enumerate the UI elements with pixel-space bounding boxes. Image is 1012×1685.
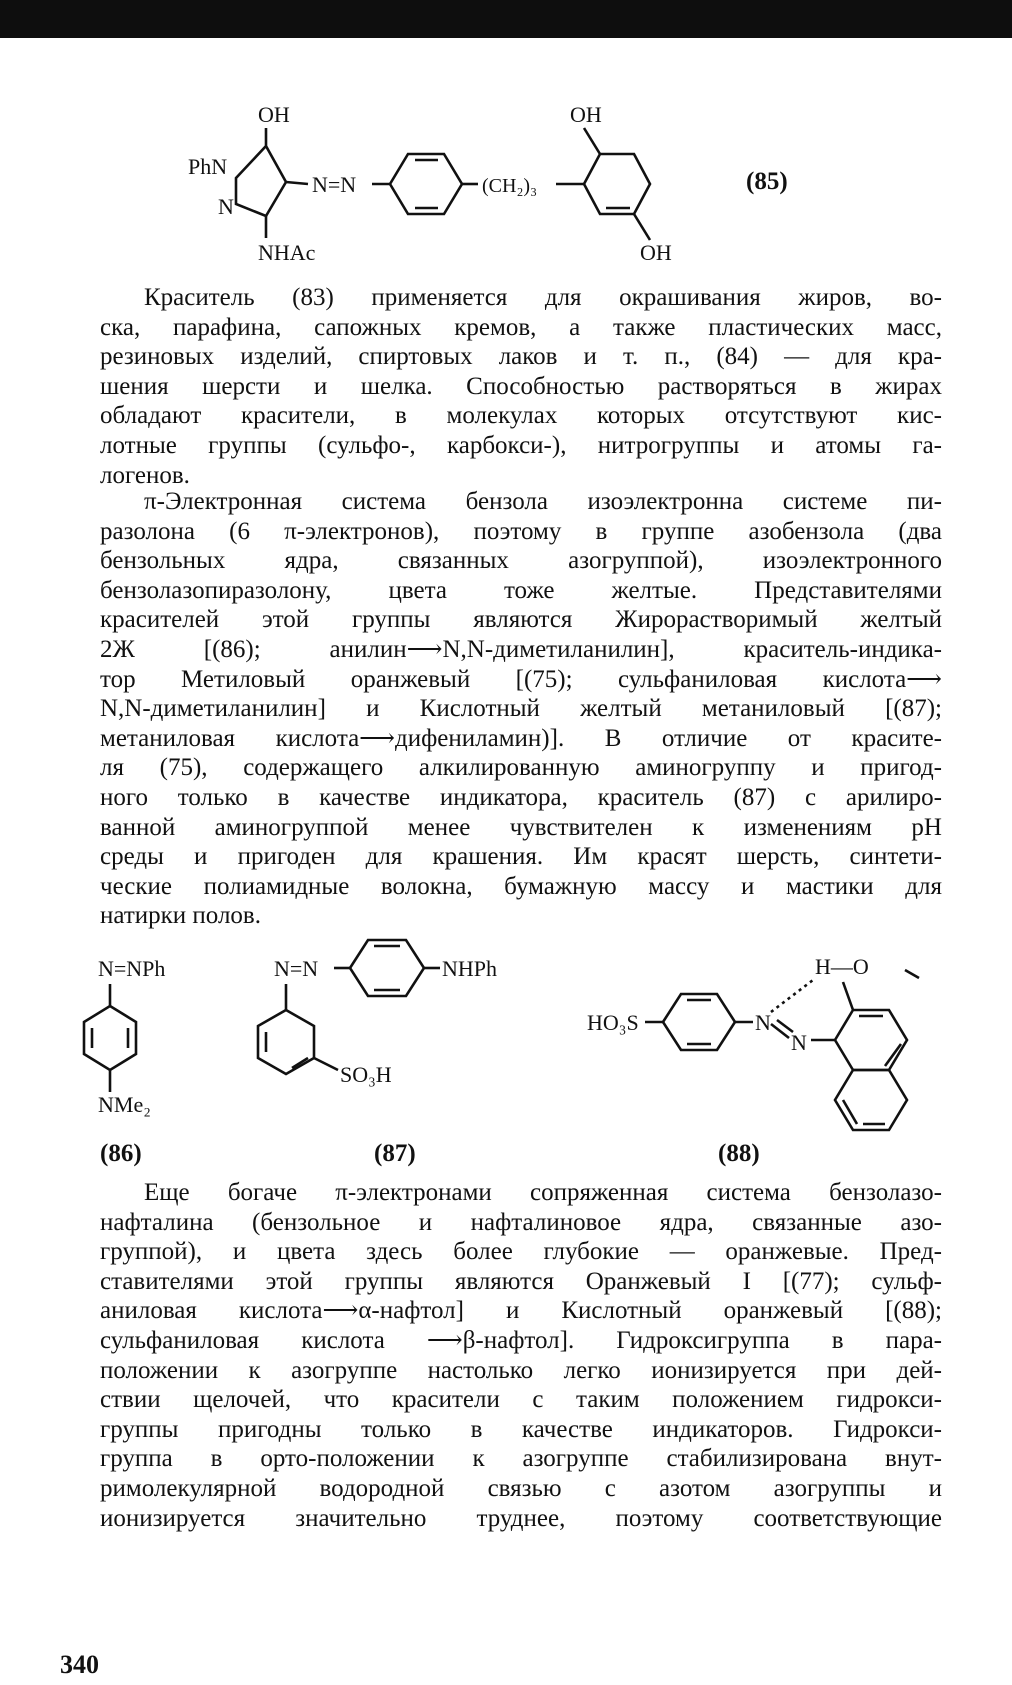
azo-label: N=N (312, 172, 357, 197)
structure-number-85: (85) (746, 168, 788, 195)
text-line: сульфаниловая кислота ⟶β-нафтол]. Гидроксигруппа в пара- (100, 1326, 942, 1354)
nhac-label: NHAc (258, 240, 316, 265)
text-line: разолона (6 π-электронов), поэтому в группе азобензола (два (100, 517, 942, 545)
paragraph-1 (100, 283, 942, 490)
structure-87 (250, 930, 580, 1120)
text-line: Еще богаче π-электронами сопряженная система бензолазо- (144, 1179, 942, 1206)
text-line: бензольных ядра, связанных азогруппой), изоэлектронного (100, 547, 942, 575)
text-line: группой), и цвета здесь более глубокие — оранжевые. Пред- (100, 1238, 942, 1266)
text-line: положении к азогруппе настолько легко ионизируется при дей- (100, 1356, 942, 1384)
scan-top-bar (0, 0, 1012, 38)
structure-number-88: (88) (718, 1140, 760, 1167)
text-line: ионизируется значительно труднее, поэтому соответствующие (100, 1504, 942, 1532)
amine-label: NMe₂ (98, 1092, 151, 1117)
pyrazole-ring (236, 128, 286, 216)
text-line: π-Электронная система бензола изоэлектронна системе пи- (144, 488, 942, 515)
chain-label: (CH₂)₃ (482, 175, 538, 197)
text-line: ставителями этой группы являются Оранжевый I [(77); сульф- (100, 1267, 942, 1295)
text-line: среды и пригоден для крашения. Им красят шерсть, синтети- (100, 843, 942, 871)
paragraph-3 (100, 1178, 942, 1533)
text-line: группы пригодны только в качестве индикаторов. Гидрокси- (100, 1415, 942, 1443)
azo-label: N=NPh (98, 956, 166, 981)
oh-label: OH (570, 102, 602, 127)
text-line: аниловая кислота⟶α-нафтол] и Кислотный оранжевый [(88); (100, 1297, 942, 1325)
page-number: 340 (60, 1650, 99, 1679)
phn-label: PhN (188, 154, 228, 179)
text-line: тор Метиловый оранжевый [(75); сульфаниловая кислота⟶ (100, 665, 942, 693)
benzene-ring (390, 154, 462, 214)
text-line: 2Ж [(86); анилин⟶N,N-диметиланилин], краситель-индика- (100, 635, 942, 663)
text-line: обладают красители, в молекулах которых отсутствуют кис- (100, 402, 942, 430)
oh-label: OH (258, 102, 290, 127)
benzene-ring (350, 940, 424, 996)
text-line: метаниловая кислота⟶дифениламин)]. В отличие от красите- (100, 724, 942, 752)
structure-number-86: (86) (100, 1140, 142, 1167)
text-line: лотные группы (сульфо-, карбокси-), нитрогруппы и атомы га- (100, 431, 942, 459)
benzene-ring (584, 154, 650, 214)
oh-label: OH (640, 240, 672, 265)
text-line: N,N-диметиланилин] и Кислотный желтый метаниловый [(87); (100, 695, 942, 723)
text-line: ска, парафина, сапожных кремов, а также пластических масс, (100, 313, 942, 341)
text-line: бензолазопиразолону, цвета тоже желтые. Представителями (100, 576, 942, 604)
naphthalene-ring (835, 1070, 907, 1130)
text-line: Краситель (83) применяется для окрашивания жиров, во- (144, 284, 942, 311)
sulfo-label: HO₃S (587, 1010, 639, 1035)
structure-number-87: (87) (374, 1140, 416, 1167)
n-label: N (755, 1010, 771, 1035)
text-line: нафталина (бензольное и нафталиновое ядра, связанные азо- (100, 1208, 942, 1236)
text-line: натирки полов. (100, 902, 261, 930)
n-label: N (791, 1030, 807, 1055)
structure-88 (585, 940, 945, 1140)
naphthalene-ring (835, 1010, 907, 1070)
amine-label: NHPh (442, 956, 498, 981)
text-line: ческие полиамидные волокна, бумажную массу и мастики для (100, 872, 942, 900)
text-line: ванной аминогруппой менее чувствителен к изменениям pH (100, 813, 942, 841)
text-line: красителей этой группы являются Жирорастворимый желтый (100, 606, 942, 634)
text-line: ствии щелочей, что красители с таким положением гидрокси- (100, 1386, 942, 1414)
text-line: ля (75), содержащего алкилированную аминогруппу и пригод- (100, 754, 942, 782)
paragraph-2 (100, 487, 942, 931)
text-line: логенов. (100, 461, 190, 489)
text-line: римолекулярной водородной связью с азотом азогруппы и (100, 1474, 942, 1502)
hydroxyl-label: H—O (815, 954, 869, 979)
text-line: шения шерсти и шелка. Способностью растворяться в жирах (100, 372, 942, 400)
text-line: группа в орто-положении к азогруппе стабилизирована внут- (100, 1445, 942, 1473)
benzene-ring (663, 994, 735, 1050)
structure-85 (180, 92, 740, 272)
n-label: N (218, 194, 234, 219)
structure-86 (84, 946, 224, 1136)
sulfo-label: SO₃H (340, 1062, 392, 1087)
text-line: ного только в качестве индикатора, краситель (87) с арилиро- (100, 783, 942, 811)
text-line: резиновых изделий, спиртовых лаков и т. п., (84) — для кра- (100, 343, 942, 371)
azo-label: N=N (274, 956, 319, 981)
